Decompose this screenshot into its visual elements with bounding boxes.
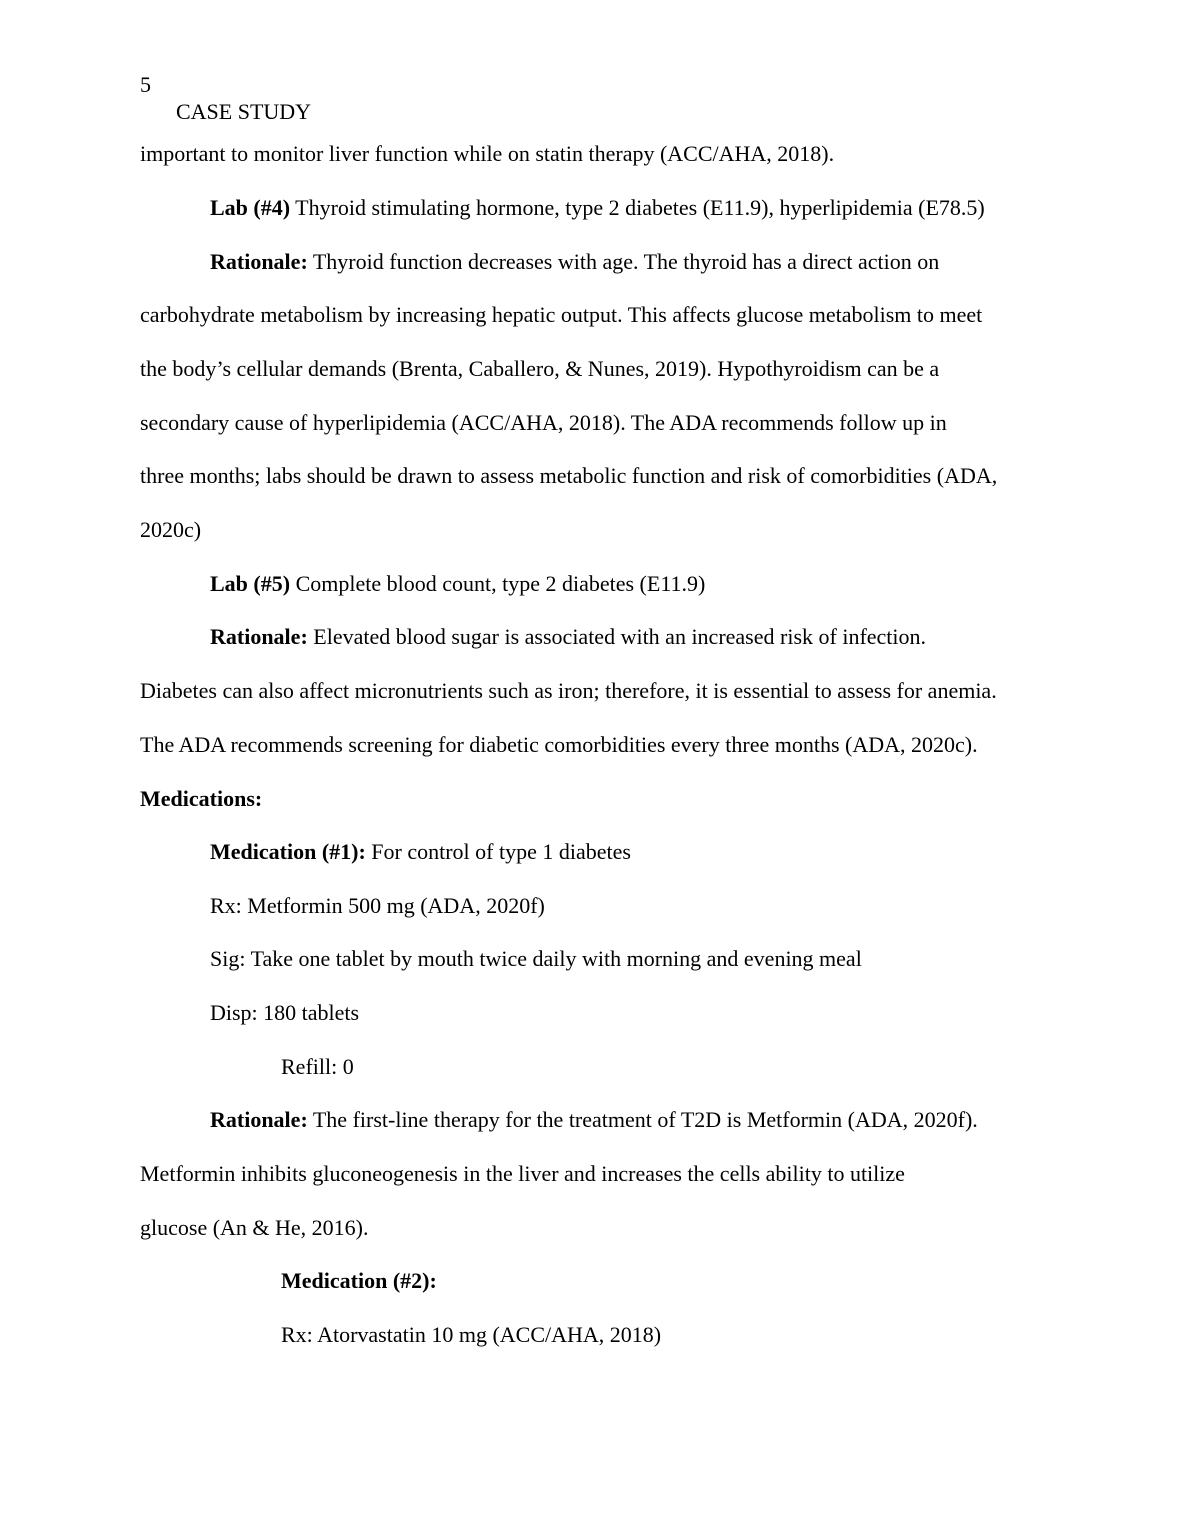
medication-1-refill: Refill: 0	[281, 1054, 354, 1079]
rationale-5-line-2: Diabetes can also affect micronutrients such as iron; therefore, it is essential to assess for anemia.	[140, 678, 997, 703]
rationale-4-line-5: three months; labs should be drawn to assess metabolic function and risk of comorbidities (ADA,	[140, 463, 998, 488]
rationale-4-label: Rationale:	[210, 249, 308, 274]
rationale-5-line-3: The ADA recommends screening for diabetic comorbidities every three months (ADA, 2020c).	[140, 732, 978, 757]
medication-1-rx: Rx: Metformin 500 mg (ADA, 2020f)	[210, 893, 545, 918]
rationale-5-label: Rationale:	[210, 624, 308, 649]
rationale-4-line-3: the body’s cellular demands (Brenta, Caballero, & Nunes, 2019). Hypothyroidism can be a	[140, 356, 940, 381]
medication-1-entry	[210, 841, 631, 863]
medications-heading: Medications:	[140, 786, 263, 811]
lab-5-label: Lab (#5)	[210, 571, 291, 596]
medication-2-rx: Rx: Atorvastatin 10 mg (ACC/AHA, 2018)	[281, 1322, 662, 1347]
rationale-med-1-text: The first-line therapy for the treatment of T2D is Metformin (ADA, 2020f).	[307, 1107, 978, 1132]
lab-5-entry	[210, 573, 705, 595]
medication-1-label: Medication (#1):	[210, 839, 366, 864]
medication-1-disp: Disp: 180 tablets	[210, 1000, 360, 1025]
medication-1-sig: Sig: Take one tablet by mouth twice daily with morning and evening meal	[210, 946, 862, 971]
rationale-med-1-line-3: glucose (An & He, 2016).	[140, 1215, 369, 1240]
rationale-med-1-line-2: Metformin inhibits gluconeogenesis in the liver and increases the cells ability to utilize	[140, 1161, 905, 1186]
page-number: 5	[140, 72, 151, 97]
rationale-4-line-1	[210, 251, 939, 273]
medication-2-label: Medication (#2):	[281, 1268, 437, 1293]
rationale-5-line-1	[210, 626, 926, 648]
lab-5-text: Complete blood count, type 2 diabetes (E11.9)	[290, 571, 706, 596]
lab-4-text: Thyroid stimulating hormone, type 2 diabetes (E11.9), hyperlipidemia (E78.5)	[290, 195, 985, 220]
rationale-med-1-label: Rationale:	[210, 1107, 308, 1132]
paragraph-line: important to monitor liver function while on statin therapy (ACC/AHA, 2018).	[140, 141, 835, 166]
running-head: CASE STUDY	[176, 99, 312, 124]
rationale-4-line-2: carbohydrate metabolism by increasing hepatic output. This affects glucose metabolism to meet	[140, 302, 983, 327]
rationale-5-text: Elevated blood sugar is associated with an increased risk of infection.	[307, 624, 927, 649]
rationale-4-line-4: secondary cause of hyperlipidemia (ACC/AHA, 2018). The ADA recommends follow up in	[140, 410, 947, 435]
rationale-4-line-6: 2020c)	[140, 517, 202, 542]
medication-1-text: For control of type 1 diabetes	[365, 839, 631, 864]
lab-4-entry	[210, 197, 985, 219]
lab-4-label: Lab (#4)	[210, 195, 291, 220]
rationale-med-1-line-1	[210, 1109, 978, 1131]
rationale-4-text: Thyroid function decreases with age. The thyroid has a direct action on	[307, 249, 940, 274]
